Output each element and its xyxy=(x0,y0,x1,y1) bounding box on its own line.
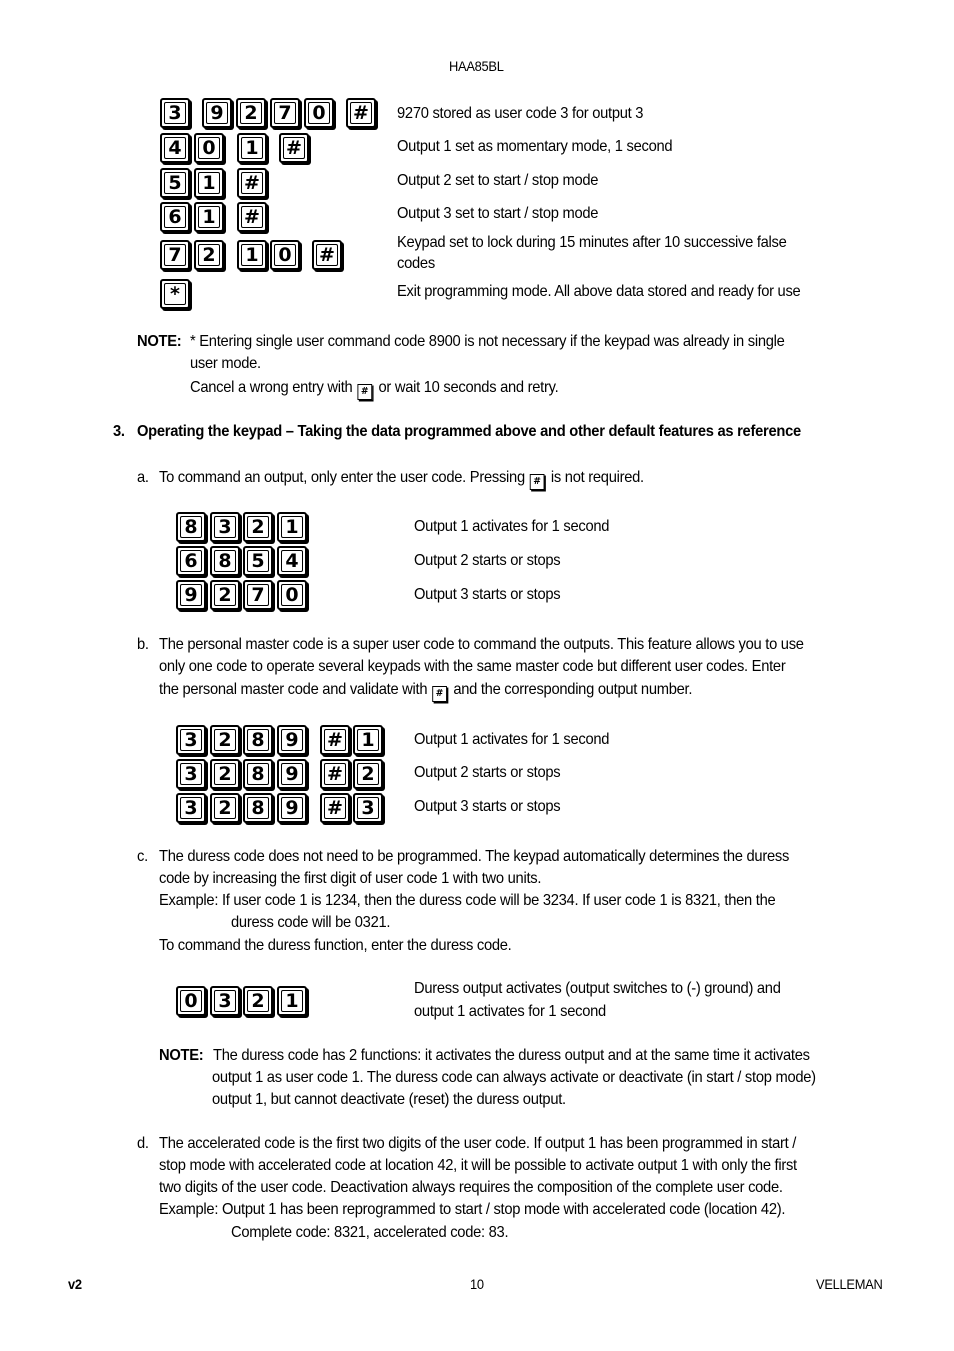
key-9 xyxy=(202,98,232,128)
key-2 xyxy=(236,98,266,128)
key-7 xyxy=(270,98,300,128)
key-2 xyxy=(243,986,273,1016)
key-0 xyxy=(270,240,300,270)
prog-row-text: 9270 stored as user code 3 for output 3 xyxy=(397,105,644,122)
key-glyph: 2 xyxy=(202,243,216,266)
star-key xyxy=(160,279,190,309)
key-9 xyxy=(277,793,307,823)
key-glyph: 7 xyxy=(278,101,292,124)
note-text: * Entering single user command code 8900 is not necessary if the keypad was already in single xyxy=(190,333,785,350)
code-row-text: Output 2 starts or stops xyxy=(414,552,561,569)
key-glyph: 1 xyxy=(285,515,299,538)
footer-page-number: 10 xyxy=(470,1276,484,1292)
footer-version: v2 xyxy=(68,1276,82,1292)
key-glyph: 9 xyxy=(184,583,198,606)
key-8 xyxy=(210,546,240,576)
note-label: NOTE: xyxy=(159,1047,204,1064)
item-text xyxy=(159,679,692,702)
hash-key xyxy=(237,168,267,198)
key-2 xyxy=(210,759,240,789)
hash-key xyxy=(320,725,350,755)
item-text: The duress code does not need to be programmed. The keypad automatically determines the duress xyxy=(159,848,790,865)
key-glyph: 6 xyxy=(184,549,198,572)
item-text: code by increasing the first digit of user code 1 with two units. xyxy=(159,870,542,887)
item-text-part: To command an output, only enter the user code. Pressing xyxy=(159,469,525,486)
key-6 xyxy=(176,546,206,576)
key-glyph: 1 xyxy=(245,136,259,159)
hash-key-icon xyxy=(357,384,372,400)
hash-key xyxy=(279,133,309,163)
note-text-part: Cancel a wrong entry with xyxy=(190,379,353,396)
item-text: only one code to operate several keypads with the same master code but different user codes. Enter xyxy=(159,658,786,675)
prog-row-text: Exit programming mode. All above data stored and ready for use xyxy=(397,283,801,300)
key-glyph: # xyxy=(327,762,343,785)
key-3 xyxy=(210,512,240,542)
code-row-text: Output 2 starts or stops xyxy=(414,764,561,781)
key-glyph: 3 xyxy=(168,101,182,124)
key-3 xyxy=(176,725,206,755)
item-text: The accelerated code is the first two digits of the user code. If output 1 has been programmed in start / xyxy=(159,1135,797,1152)
item-letter: c. xyxy=(137,848,148,865)
key-glyph: 1 xyxy=(285,989,299,1012)
key-glyph: # xyxy=(244,171,260,194)
key-glyph: 8 xyxy=(184,515,198,538)
key-glyph: 2 xyxy=(361,762,375,785)
key-glyph: 8 xyxy=(218,549,232,572)
key-2 xyxy=(210,793,240,823)
key-8 xyxy=(243,725,273,755)
key-1 xyxy=(194,202,224,232)
key-glyph: # xyxy=(286,136,302,159)
hash-key xyxy=(320,759,350,789)
hash-key xyxy=(320,793,350,823)
key-8 xyxy=(176,512,206,542)
key-1 xyxy=(277,512,307,542)
key-glyph: 6 xyxy=(168,205,182,228)
prog-row-text: Output 3 set to start / stop mode xyxy=(397,205,599,222)
key-glyph: 2 xyxy=(218,728,232,751)
key-3 xyxy=(160,98,190,128)
key-glyph: # xyxy=(327,796,343,819)
key-6 xyxy=(160,202,190,232)
code-row-text: Output 1 activates for 1 second xyxy=(414,731,610,748)
key-3 xyxy=(176,793,206,823)
note-text: output 1, but cannot deactivate (reset) the duress output. xyxy=(212,1091,566,1108)
key-7 xyxy=(243,580,273,610)
note-text xyxy=(190,377,558,400)
key-2 xyxy=(210,580,240,610)
key-glyph: 8 xyxy=(251,728,265,751)
section-title: Operating the keypad – Taking the data programmed above and other default features as reference xyxy=(137,423,801,440)
key-glyph: 2 xyxy=(218,583,232,606)
hash-key-icon xyxy=(530,474,545,490)
key-glyph: 1 xyxy=(202,205,216,228)
item-text xyxy=(159,467,644,490)
key-glyph: 2 xyxy=(218,796,232,819)
key-glyph: # xyxy=(435,688,444,699)
note-text-part: or wait 10 seconds and retry. xyxy=(378,379,559,396)
item-text: The personal master code is a super user code to command the outputs. This feature allows you to use xyxy=(159,636,804,653)
code-row-text: output 1 activates for 1 second xyxy=(414,1003,606,1020)
item-text-part: the personal master code and validate with xyxy=(159,681,428,698)
key-3 xyxy=(176,759,206,789)
key-glyph: # xyxy=(244,205,260,228)
key-1 xyxy=(237,133,267,163)
key-2 xyxy=(210,725,240,755)
key-glyph: 2 xyxy=(251,989,265,1012)
key-5 xyxy=(243,546,273,576)
key-7 xyxy=(160,240,190,270)
item-text: two digits of the user code. Deactivation always requires the composition of the complete user code. xyxy=(159,1179,783,1196)
key-glyph: 5 xyxy=(168,171,182,194)
code-row-text: Output 1 activates for 1 second xyxy=(414,518,610,535)
key-glyph: 3 xyxy=(361,796,375,819)
item-example: Example: Output 1 has been reprogrammed to start / stop mode with accelerated code (location 42). xyxy=(159,1201,786,1218)
key-glyph: 0 xyxy=(184,989,198,1012)
key-4 xyxy=(277,546,307,576)
key-glyph: 1 xyxy=(245,243,259,266)
key-glyph: 0 xyxy=(285,583,299,606)
prog-row-text: Keypad set to lock during 15 minutes after 10 successive false xyxy=(397,234,787,251)
key-glyph: 3 xyxy=(184,728,198,751)
prog-row-text-continued: codes xyxy=(397,255,435,272)
key-5 xyxy=(160,168,190,198)
key-glyph: # xyxy=(353,101,369,124)
key-glyph: 0 xyxy=(202,136,216,159)
key-glyph: # xyxy=(319,243,335,266)
footer-brand: VELLEMAN xyxy=(816,1276,883,1292)
key-glyph: 0 xyxy=(278,243,292,266)
key-glyph: 9 xyxy=(285,796,299,819)
key-1 xyxy=(277,986,307,1016)
item-text: stop mode with accelerated code at location 42, it will be possible to activate output 1 with only the first xyxy=(159,1157,797,1174)
key-0 xyxy=(176,986,206,1016)
key-8 xyxy=(243,759,273,789)
key-2 xyxy=(353,759,383,789)
key-glyph: 3 xyxy=(184,762,198,785)
key-3 xyxy=(353,793,383,823)
key-glyph: 2 xyxy=(244,101,258,124)
key-9 xyxy=(277,725,307,755)
note-label: NOTE: xyxy=(137,333,182,350)
key-glyph: 7 xyxy=(251,583,265,606)
note-text: output 1 as user code 1. The duress code can always activate or deactivate (in start / stop mode) xyxy=(212,1069,816,1086)
item-example: duress code will be 0321. xyxy=(231,914,391,931)
key-1 xyxy=(353,725,383,755)
key-glyph: 9 xyxy=(285,728,299,751)
key-glyph: 3 xyxy=(218,989,232,1012)
item-example: Complete code: 8321, accelerated code: 83. xyxy=(231,1224,509,1241)
key-2 xyxy=(194,240,224,270)
hash-key xyxy=(312,240,342,270)
item-text-part: and the corresponding output number. xyxy=(453,681,693,698)
code-row-text: Output 3 starts or stops xyxy=(414,586,561,603)
key-glyph: # xyxy=(360,386,369,397)
key-glyph: # xyxy=(327,728,343,751)
item-letter: d. xyxy=(137,1135,149,1152)
item-letter: a. xyxy=(137,469,149,486)
key-glyph: # xyxy=(533,476,541,487)
key-0 xyxy=(194,133,224,163)
key-9 xyxy=(176,580,206,610)
key-0 xyxy=(304,98,334,128)
key-glyph: * xyxy=(170,282,180,305)
key-glyph: 8 xyxy=(251,796,265,819)
hash-key xyxy=(346,98,376,128)
code-row-text: Output 3 starts or stops xyxy=(414,798,561,815)
page-header: HAA85BL xyxy=(449,58,504,74)
item-text-part: is not required. xyxy=(550,469,644,486)
hash-key xyxy=(237,202,267,232)
key-glyph: 3 xyxy=(218,515,232,538)
key-4 xyxy=(160,133,190,163)
key-glyph: 2 xyxy=(251,515,265,538)
section-number: 3. xyxy=(113,423,125,440)
key-1 xyxy=(237,240,267,270)
key-glyph: 1 xyxy=(361,728,375,751)
key-glyph: 5 xyxy=(251,549,265,572)
item-example: Example: If user code 1 is 1234, then the duress code will be 3234. If user code 1 is 8321, then the xyxy=(159,892,776,909)
key-1 xyxy=(194,168,224,198)
key-glyph: 8 xyxy=(251,762,265,785)
key-glyph: 2 xyxy=(218,762,232,785)
key-glyph: 9 xyxy=(210,101,224,124)
key-3 xyxy=(210,986,240,1016)
hash-key-icon xyxy=(432,686,447,702)
prog-row-text: Output 1 set as momentary mode, 1 second xyxy=(397,138,673,155)
key-glyph: 4 xyxy=(168,136,182,159)
note-text: user mode. xyxy=(190,355,261,372)
note-text: The duress code has 2 functions: it activates the duress output and at the same time it activates xyxy=(213,1047,810,1064)
code-row-text: Duress output activates (output switches to (-) ground) and xyxy=(414,980,781,997)
key-glyph: 0 xyxy=(312,101,326,124)
key-glyph: 7 xyxy=(168,243,182,266)
item-text: To command the duress function, enter the duress code. xyxy=(159,937,512,954)
key-glyph: 3 xyxy=(184,796,198,819)
key-9 xyxy=(277,759,307,789)
key-glyph: 9 xyxy=(285,762,299,785)
key-2 xyxy=(243,512,273,542)
key-glyph: 4 xyxy=(285,549,299,572)
key-glyph: 1 xyxy=(202,171,216,194)
key-0 xyxy=(277,580,307,610)
prog-row-text: Output 2 set to start / stop mode xyxy=(397,172,599,189)
item-letter: b. xyxy=(137,636,149,653)
key-8 xyxy=(243,793,273,823)
